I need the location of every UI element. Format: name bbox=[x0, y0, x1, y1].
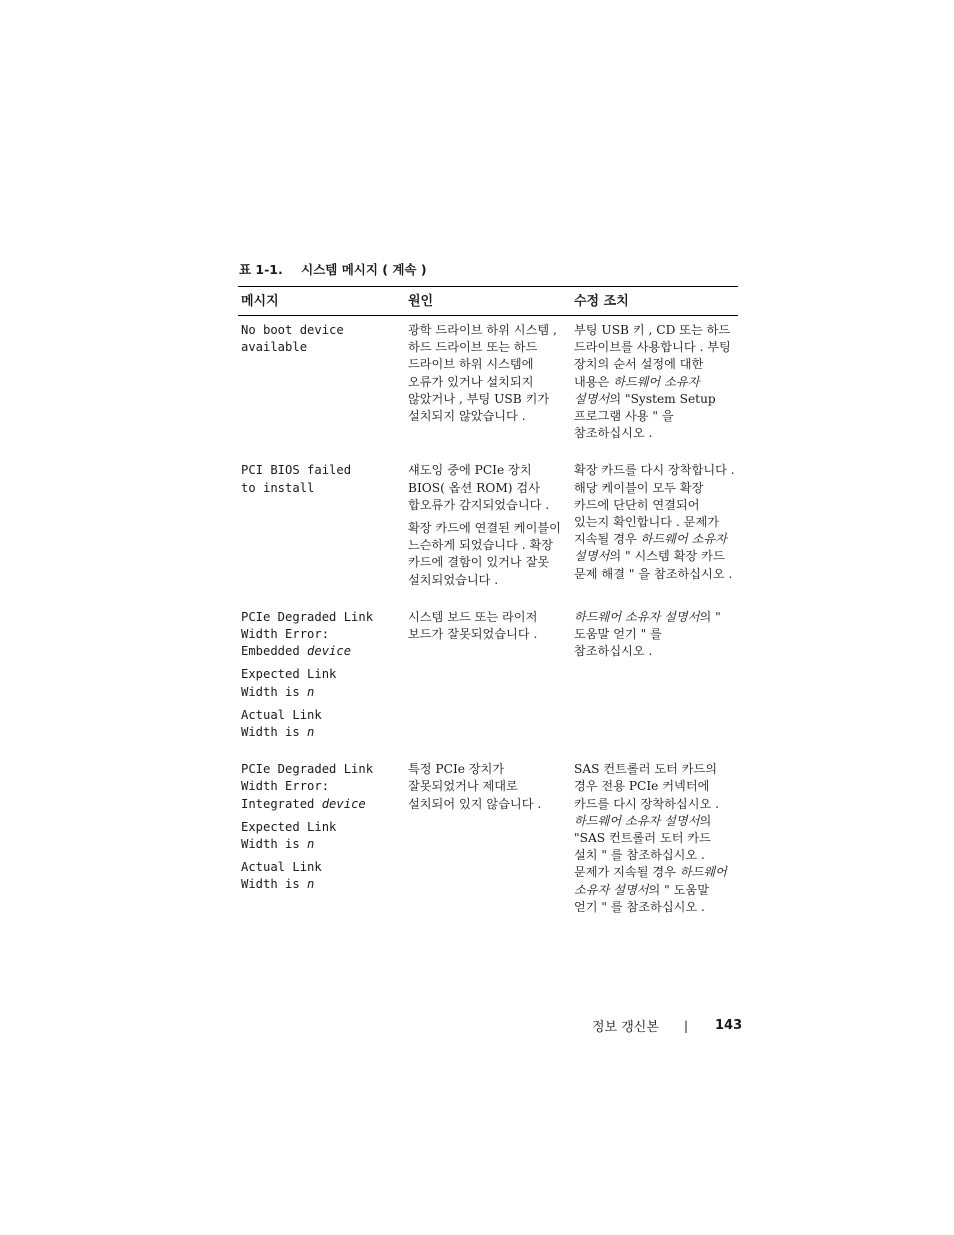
table-header-row bbox=[238, 287, 738, 316]
action-text-part: 의 " 도움말 얻기 " 를 참조하십시오 . bbox=[574, 609, 721, 659]
action-text-part: 의 " 도움말 얻기 " 를 참조하십시오 . bbox=[574, 882, 709, 914]
section-name: 정보 갱신본 bbox=[592, 1020, 659, 1035]
message-text-part: Expected Link Width is bbox=[241, 667, 337, 699]
action-text-part: SAS 컨트롤러 도터 카드의 경우 전용 PCIe 커넥터에 카드를 다시 장착하십시오 . bbox=[574, 762, 720, 811]
action-cell bbox=[571, 456, 738, 602]
action-text-part: 확장 카드를 다시 장착합니다 . 해당 케이블이 모두 확장 카드에 단단히 연결되어 있는지 확인합니다 . 문제가 지속될 경우 bbox=[574, 463, 735, 547]
table-row bbox=[238, 755, 738, 930]
message-text: No boot device available bbox=[241, 323, 344, 355]
message-variable: device bbox=[307, 644, 352, 659]
message-text-part: PCIe Degraded Link Width Error: Integrated bbox=[241, 762, 374, 811]
manual-reference: 하드웨어 소유자 설명서 bbox=[574, 374, 700, 406]
cause-cell bbox=[405, 456, 571, 602]
table-caption bbox=[239, 260, 427, 278]
message-variable: n bbox=[307, 877, 315, 892]
action-cell bbox=[571, 603, 738, 755]
message-variable: device bbox=[321, 796, 366, 811]
message-variable: n bbox=[307, 684, 315, 699]
expected-width-text bbox=[241, 819, 402, 853]
message-cell bbox=[238, 603, 405, 755]
action-text bbox=[574, 609, 735, 661]
message-text bbox=[241, 609, 402, 661]
message-cell bbox=[238, 316, 405, 457]
actual-width-text bbox=[241, 707, 402, 741]
cause-text: 시스템 보드 또는 라이저 보드가 잘못되었습니다 . bbox=[408, 609, 538, 642]
table-row bbox=[238, 603, 738, 755]
actual-width-text bbox=[241, 859, 402, 893]
footer-separator: | bbox=[683, 1018, 688, 1033]
message-text: PCI BIOS failed to install bbox=[241, 463, 352, 495]
message-cell bbox=[238, 755, 405, 930]
cause-cell bbox=[405, 755, 571, 930]
message-cell bbox=[238, 456, 405, 602]
message-text-part: Actual Link Width is bbox=[241, 860, 322, 892]
cause-text: 섀도잉 중에 PCIe 장치 BIOS( 옵션 ROM) 검사 합오류가 감지되었습니다 . bbox=[408, 463, 550, 512]
cause-text: 확장 카드에 연결된 케이블이 느슨하게 되었습니다 . 확장 카드에 결함이 있거나 잘못 설치되었습니다 . bbox=[408, 521, 561, 587]
action-cell bbox=[571, 316, 738, 457]
action-text bbox=[574, 322, 735, 442]
action-text-part: 의 "SAS 컨트롤러 도터 카드 설치 " 를 참조하십시오 . 문제가 지속될 경우 bbox=[574, 813, 712, 880]
header-action: 수정 조치 bbox=[571, 287, 738, 316]
action-cell bbox=[571, 755, 738, 930]
action-text-part: 부팅 USB 키 , CD 또는 하드 드라이브를 사용합니다 . 부팅 장치의 순서 설정에 대한 내용은 bbox=[574, 323, 731, 389]
header-cause: 원인 bbox=[405, 287, 571, 316]
action-text bbox=[574, 761, 735, 916]
expected-width-text bbox=[241, 666, 402, 700]
table-row bbox=[238, 316, 738, 457]
manual-reference: 하드웨어 소유자 설명서 bbox=[574, 609, 700, 624]
table-row bbox=[238, 456, 738, 602]
manual-reference: 하드웨어 소유자 설명서 bbox=[574, 865, 727, 897]
action-text-part: 의 " 시스템 확장 카드 문제 해결 " 을 참조하십시오 . bbox=[574, 549, 733, 581]
manual-reference: 하드웨어 소유자 설명서 bbox=[574, 532, 727, 564]
message-text-part: Expected Link Width is bbox=[241, 819, 337, 852]
cause-text: 특정 PCIe 장치가 잘못되었거나 제대로 설치되어 있지 않습니다 . bbox=[408, 762, 542, 811]
action-text bbox=[574, 462, 735, 582]
action-text-part: 의 "System Setup 프로그램 사용 " 을 참조하십시오 . bbox=[574, 391, 716, 441]
page-number: 143 bbox=[714, 1018, 743, 1033]
cause-text: 광학 드라이브 하위 시스템 , 하드 드라이브 또는 하드 드라이브 하위 시스템에 오류가 있거나 설치되지 않았거나 , 부팅 USB 키가 설치되지 않았습니다 . bbox=[408, 323, 557, 424]
message-text-part: Actual Link Width is bbox=[241, 707, 322, 740]
header-message: 메시지 bbox=[238, 287, 405, 316]
message-variable: n bbox=[307, 837, 315, 852]
table-title: 시스템 메시지 ( 계속 ) bbox=[301, 262, 427, 277]
system-messages-table bbox=[238, 286, 738, 930]
manual-reference: 하드웨어 소유자 설명서 bbox=[574, 813, 700, 828]
message-variable: n bbox=[307, 725, 315, 740]
table-number: 표 1-1. bbox=[239, 262, 283, 277]
message-text bbox=[241, 761, 402, 813]
cause-cell bbox=[405, 603, 571, 755]
cause-cell bbox=[405, 316, 571, 457]
page-footer bbox=[592, 1016, 742, 1035]
message-text-part: PCIe Degraded Link Width Error: Embedded bbox=[241, 609, 374, 659]
